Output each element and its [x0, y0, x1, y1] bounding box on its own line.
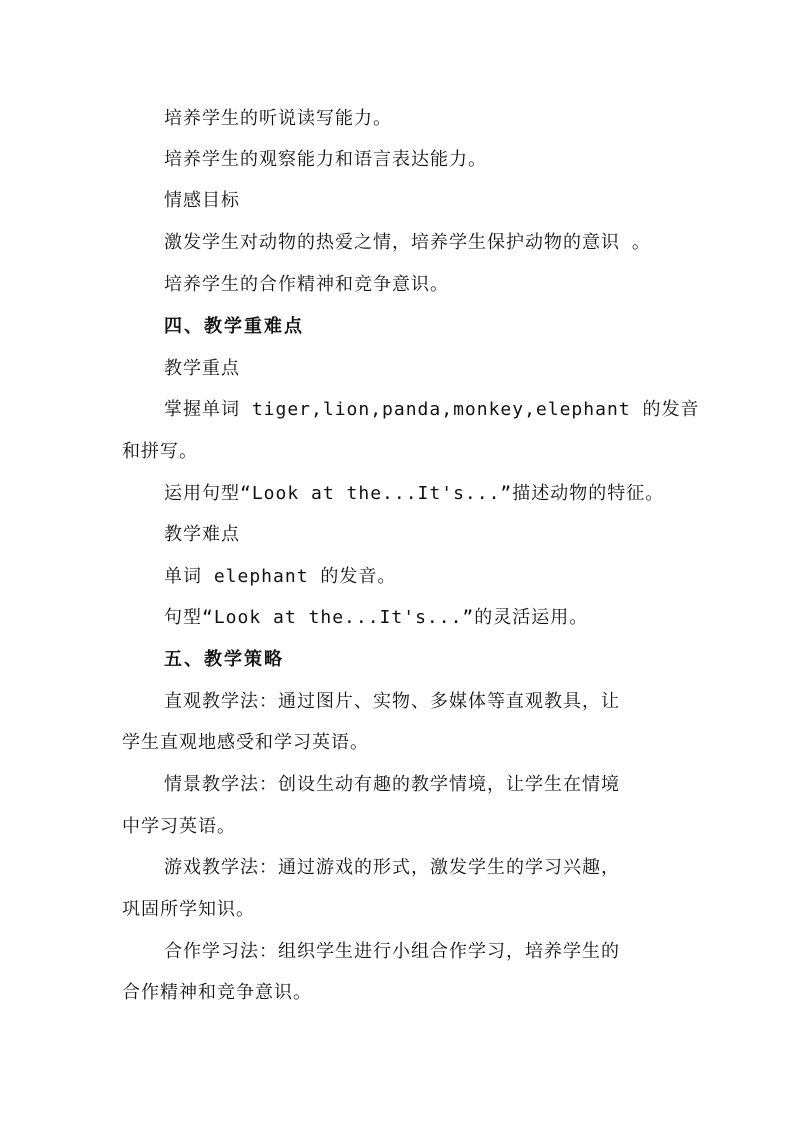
text-line: 情感目标	[164, 190, 240, 211]
text-line: 单词 elephant 的发音。	[164, 566, 397, 587]
text-line: 运用句型“Look at the...It's...”描述动物的特征。	[164, 483, 665, 504]
section-heading: 五、教学策略	[164, 649, 284, 670]
section-heading: 四、教学重难点	[164, 316, 304, 337]
text-line: 教学难点	[164, 524, 240, 545]
text-line: 培养学生的合作精神和竞争意识。	[164, 274, 449, 295]
text-line: 激发学生对动物的热爱之情，培养学生保护动物的意识 。	[164, 232, 651, 253]
text-line: 合作学习法：组织学生进行小组合作学习，培养学生的	[164, 941, 620, 962]
text-line: 情景教学法：创设生动有趣的教学情境，让学生在情境	[164, 774, 620, 795]
text-line: 句型“Look at the...It's...”的灵活运用。	[164, 607, 589, 628]
text-line: 直观教学法：通过图片、实物、多媒体等直观教具，让	[164, 691, 620, 712]
text-line: 合作精神和竞争意识。	[122, 982, 312, 1003]
text-line: 培养学生的听说读写能力。	[164, 108, 392, 129]
text-line: 掌握单词 tiger,lion,panda,monkey,elephant 的发音	[164, 399, 700, 420]
text-line: 巩固所学知识。	[122, 899, 255, 920]
text-line: 和拼写。	[122, 441, 198, 462]
text-line: 培养学生的观察能力和语言表达能力。	[164, 149, 487, 170]
text-line: 中学习英语。	[122, 816, 236, 837]
text-line: 学生直观地感受和学习英语。	[122, 732, 369, 753]
text-line: 教学重点	[164, 358, 240, 379]
text-line: 游戏教学法：通过游戏的形式，激发学生的学习兴趣，	[164, 857, 620, 878]
